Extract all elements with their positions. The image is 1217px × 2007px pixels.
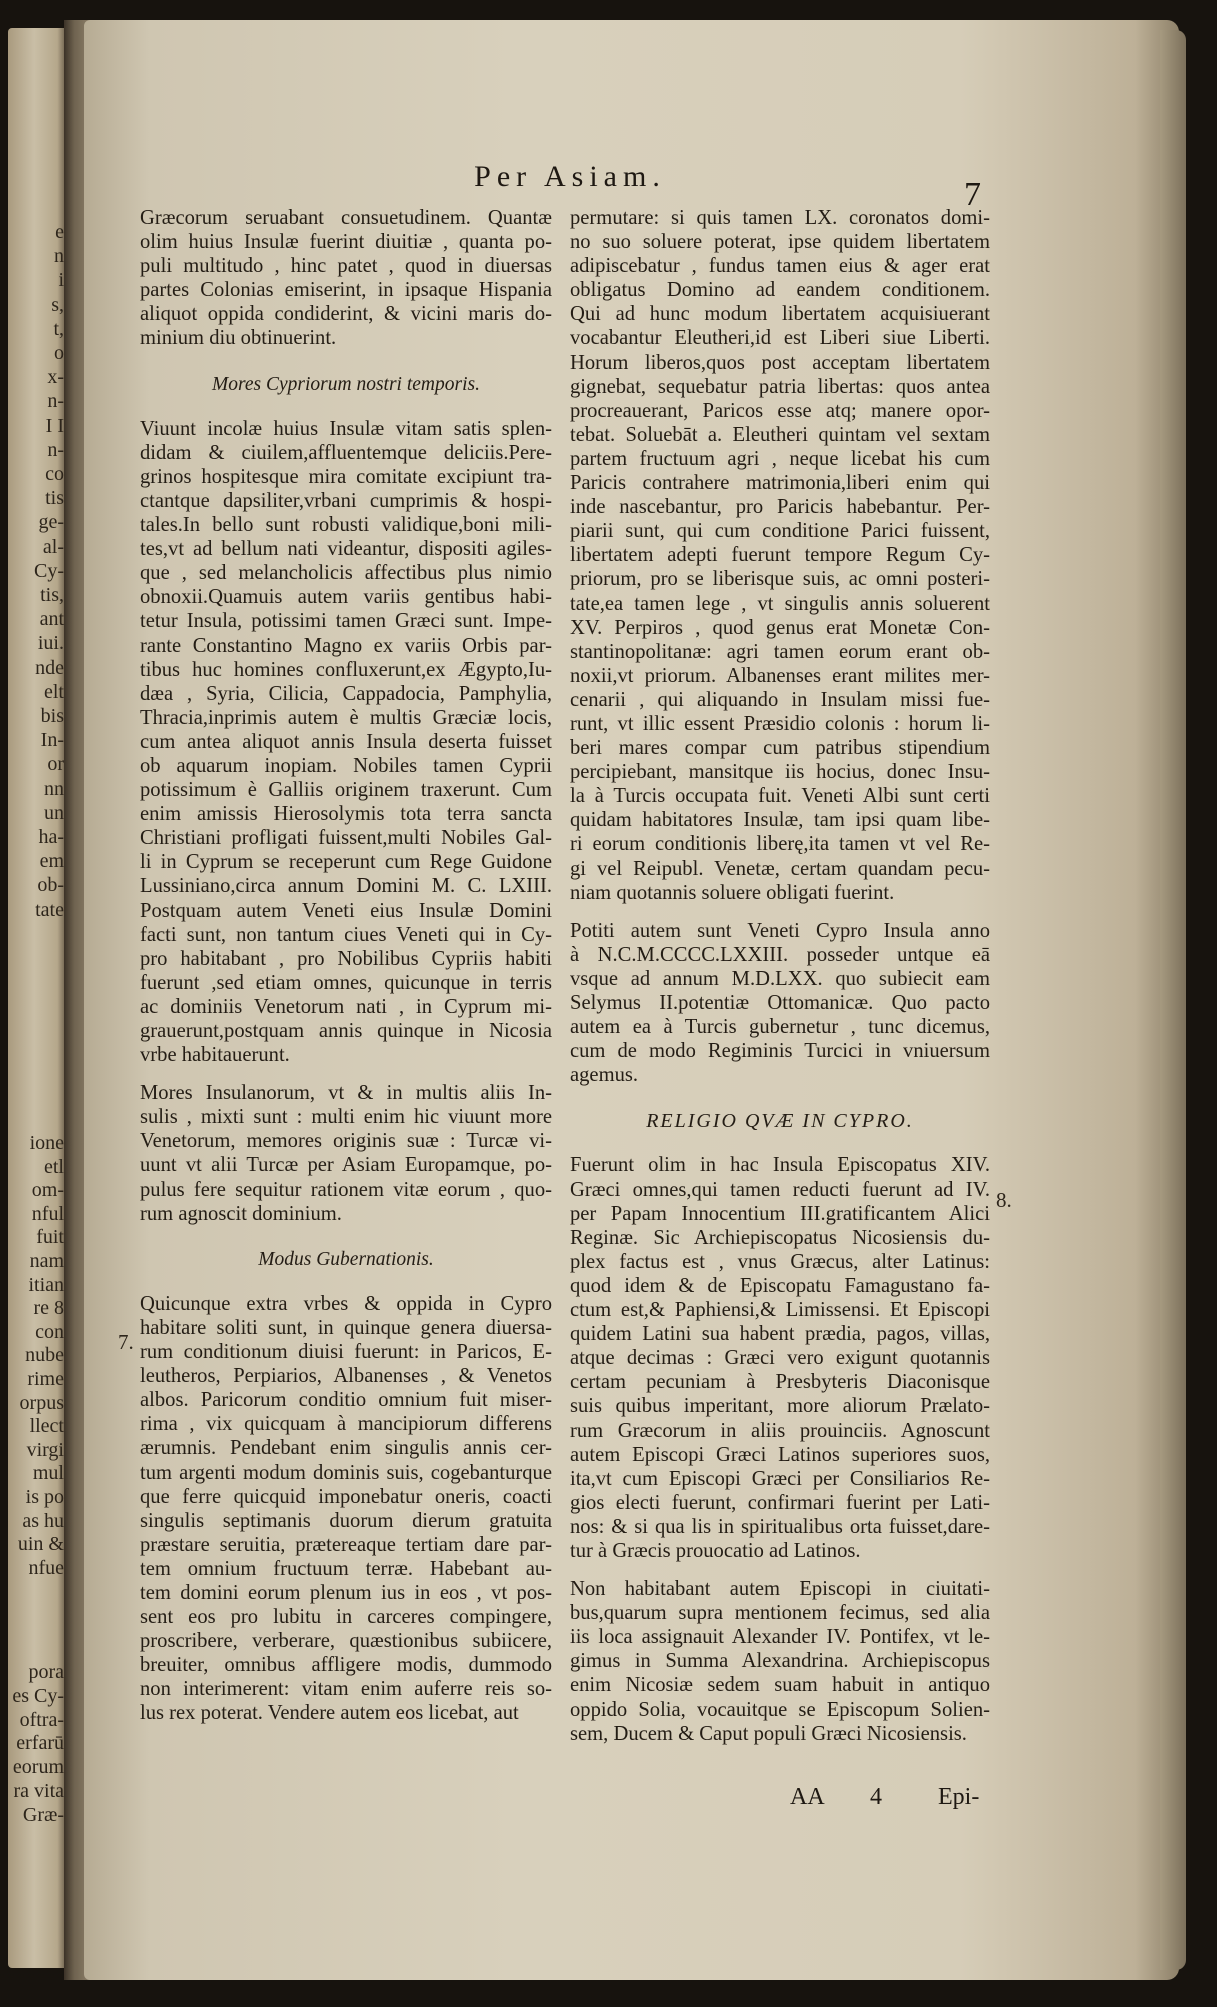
text-line: pro habitabant , pro Nobilibus Cypriis habiti [140, 947, 552, 970]
facing-page-fragment: mul [32, 1462, 64, 1485]
text-line: no suo soluere poterat, ipse quidem libertatem [570, 231, 990, 254]
text-line: plex factus est , vnus Græcus, alter Latinus: [570, 1250, 990, 1273]
text-line: ita,vt cum Episcopi Græci per Consiliarios Re- [570, 1467, 990, 1490]
paragraph [570, 1577, 990, 1746]
text-line: Qui ad hunc modum libertatem acquisiuerant [570, 303, 990, 326]
text-line: autem ea à Turcis gubernetur , tunc dicemus, [570, 1016, 990, 1039]
text-line: leutheros, Perpiarios, Albanenses , & Venetos [140, 1365, 552, 1388]
text-line: piarii sunt, qui cum conditione Parici fuissent, [570, 520, 990, 543]
text-line: singulis septimanis duorum dierum gratuita [140, 1509, 552, 1532]
margin-note: 8. [996, 1188, 1012, 1212]
text-line: la à Turcis occupata fuit. Veneti Albi sunt certi [570, 785, 990, 808]
facing-page-fragment: ob- [37, 874, 64, 897]
text-line: tate,ea tamen lege , vt singulis annis soluerent [570, 592, 990, 615]
text-line: ctum est,& Paphiensi,& Limissensi. Et Episcopi [570, 1299, 990, 1322]
text-line: gignebat, sequebatur patria libertas: quos antea [570, 375, 990, 398]
facing-page-fragment: es Cy- [12, 1684, 64, 1707]
facing-page-fragment: s, [51, 293, 64, 316]
facing-page-fragment: nde [35, 656, 64, 679]
text-line: tebat. Soluebāt a. Eleutheri quintam vel sextam [570, 423, 990, 446]
facing-page-fragment: bis [40, 705, 64, 727]
text-line: didam & ciuilem,affluentemque deliciis.Pere- [140, 441, 552, 464]
text-line: cum de modo Regiminis Turcici in vniuersum [570, 1040, 990, 1063]
facing-page-fragment: nam [29, 1250, 64, 1272]
text-line: sulis , mixti sunt : multi enim hic viuunt more [140, 1106, 552, 1129]
text-line: cum antea aliquot annis Insula deserta fuisset [140, 730, 552, 753]
facing-page-fragment: re 8 [33, 1297, 64, 1320]
facing-page-fragment: n- [47, 438, 64, 461]
text-line: non interimerent: vitam enim auferre reis so- [140, 1678, 552, 1701]
facing-page-fragment: I I [45, 414, 64, 437]
text-line: Thracia,inprimis autem è multis Græciæ locis, [140, 706, 552, 729]
text-line: sem, Ducem & Caput populi Græci Nicosiensis. [570, 1722, 967, 1745]
facing-page-fragment: oftra- [19, 1708, 64, 1731]
text-line: vsque ad annum M.D.LXX. quo subiecit eam [570, 967, 990, 990]
text-line: rante Constantino Magno ex variis Orbis par- [140, 634, 552, 657]
facing-page-fragment: iui. [37, 632, 64, 655]
text-line: potissimum è Galliis originem traxerunt. Cum [140, 779, 552, 802]
page-edge [1160, 30, 1186, 1970]
signature-number: 4 [870, 1784, 882, 1810]
text-line: oppido Solia, vocauitque se Episcopum Solien- [570, 1698, 990, 1721]
text-line: Potiti autem sunt Veneti Cypro Insula anno [570, 919, 990, 942]
facing-page-fragment: uin & [17, 1533, 64, 1556]
text-line: certam pecuniam à Presbyteris Diaconisque [570, 1371, 990, 1394]
text-line: rima , vix quicquam à mancipiorum differens [140, 1413, 552, 1436]
facing-page-fragment: t, [53, 317, 64, 340]
text-line: Viuunt incolæ huius Insulæ vitam satis splen- [140, 417, 552, 440]
text-line: permutare: si quis tamen LX. coronatos domi- [570, 207, 990, 229]
text-line: suis quibus imperitant, more aliorum Prælato- [570, 1395, 990, 1418]
facing-page-fragment: erfarū [16, 1732, 64, 1755]
text-line: que ferre quicquid imponebatur oneris, coacti [140, 1485, 552, 1508]
text-line: nos: & si qua lis in spiritualibus orta fuisset,dare- [570, 1515, 990, 1538]
text-line: minium diu obtinuerint. [140, 327, 337, 350]
section-heading: RELIGIO QVÆ IN CYPRO. [646, 1110, 914, 1133]
facing-page-fragment: nfue [28, 1556, 64, 1579]
text-line: percipiebant, mansitque iis hocius, donec Insu- [570, 761, 990, 784]
facing-page-fragment: nube [25, 1344, 64, 1367]
text-line: ac dominiis Venetorum nati , in Cyprum mi- [140, 995, 552, 1018]
text-line: Mores Insulanorum, vt & in multis aliis In- [140, 1082, 552, 1105]
facing-page-fragment: ha- [38, 826, 64, 848]
text-line: dæa , Syria, Cilicia, Cappadocia, Pamphylia, [140, 682, 552, 705]
text-line: rum Græcorum in aliis prouinciis. Agnoscunt [570, 1419, 990, 1442]
facing-page-fragment: eorum [12, 1756, 64, 1779]
text-line: cenarii , qui aliquando in Insulam missi fue- [570, 688, 990, 711]
facing-page-fragment: n [54, 245, 64, 268]
facing-page-fragment: virgi [26, 1438, 64, 1461]
text-line: runt, vt illic essent Præsidio colonis : horum li- [570, 712, 990, 735]
margin-note: 7. [118, 1330, 134, 1354]
running-head: Per Asiam. [474, 160, 666, 193]
text-line: proscribere, verberare, quæstionibus subiicere, [140, 1630, 552, 1653]
section-heading: Modus Gubernationis. [258, 1248, 434, 1270]
paragraph [570, 919, 990, 1088]
text-line: rum agnoscit dominium. [140, 1202, 342, 1225]
facing-page-fragment: e [55, 221, 64, 243]
text-line: atque decimas : Græci vero exigunt quotannis [570, 1347, 990, 1370]
text-line: Horum liberos,quos post acceptam libertatem [570, 351, 990, 374]
right-column [570, 206, 990, 1746]
text-line: Christiani profligati fuissent,multi Nobiles Gal- [140, 827, 552, 850]
text-line: à N.C.M.CCCC.LXXIII. posseder untque eā [570, 943, 990, 966]
text-line: li in Cyprum se receperunt cum Rege Guidone [140, 851, 552, 874]
facing-page-fragment: llect [29, 1415, 64, 1438]
paragraph [140, 206, 552, 351]
text-line: inde nascebantur, pro Paricis habebantur. Per- [570, 496, 990, 519]
text-line: gios electi fuerunt, confirmari fuerint per Lati- [570, 1491, 990, 1514]
facing-page-fragment: n- [47, 390, 64, 413]
facing-page-fragment: elt [44, 680, 64, 703]
facing-page-fragment: is po [25, 1486, 64, 1508]
text-line: obnoxii.Quamuis autem variis gentibus habi- [140, 586, 552, 609]
catchword: Epi- [938, 1784, 980, 1810]
text-line: Selymus II.potentiæ Ottomanicæ. Quo pacto [570, 992, 990, 1014]
text-line: Fuerunt olim in hac Insula Episcopatus XIV. [570, 1154, 990, 1177]
text-line: autem Episcopi Græci Latinos superiores suos, [570, 1443, 990, 1466]
text-line: procreauerant, Paricos esse atq; manere opor- [570, 399, 990, 422]
text-line: Quicunque extra vrbes & oppida in Cypro [140, 1292, 552, 1315]
text-line: tur à Græcis prouocatio ad Latinos. [570, 1539, 861, 1562]
facing-page-fragment: fuit [36, 1226, 64, 1249]
facing-page-fragment: nful [31, 1202, 64, 1225]
facing-page-fragment: ge- [38, 511, 64, 534]
text-line: olim huius Insulæ fuerint diuitiæ , quanta po- [140, 231, 552, 254]
text-line: niam quotannis soluere obligati fuerint. [570, 881, 895, 904]
facing-page-fragment: or [47, 753, 64, 776]
text-line: tales.In bello sunt robusti validique,boni mili- [140, 514, 552, 537]
text-line: adipiscebatur , fundus tamen eius & ager erat [570, 255, 990, 278]
facing-page-fragment: em [39, 850, 64, 873]
text-line: Græcorum seruabant consuetudinem. Quantæ [140, 207, 552, 229]
text-line: obligatus Domino ad eandem conditionem. [570, 279, 990, 302]
facing-page-fragment: nn [44, 777, 64, 800]
text-line: ctantque dapsiliter,vrbani cumprimis & hospi- [140, 489, 552, 512]
text-line: Græci omnes,qui tamen reducti fuerunt ad IV. [570, 1178, 990, 1201]
text-line: præstare seruitia, prætereaque tertiam dare par- [140, 1533, 552, 1556]
text-line: sent eos pro lubitu in carceres compingere, [140, 1606, 552, 1629]
text-line: enim Nicosiæ sedem suam habuit in antiquo [570, 1674, 990, 1697]
text-line: Venetorum, memores originis suæ : Turcæ vi- [140, 1130, 552, 1153]
text-line: noxii,vt priorum. Albanenses erant milites mer- [570, 664, 990, 687]
text-line: ob aquarum inopiam. Nobiles tamen Cyprii [140, 754, 552, 777]
text-line: quod idem & de Episcopatu Famagustano fa- [570, 1274, 990, 1297]
paragraph [140, 1292, 552, 1726]
text-line: Postquam autem Veneti eius Insulæ Domini [140, 899, 552, 922]
facing-page-fragment: In- [40, 729, 64, 752]
facing-page-fragment: un [44, 801, 64, 824]
text-line: partes Colonias emiserint, in ipsaque Hispania [140, 279, 552, 302]
text-line: lus rex poterat. Vendere autem eos licebat, aut [140, 1702, 519, 1725]
text-line: quidam habitatores Insulæ, tam ipsi quam libe- [570, 809, 990, 832]
text-line: priorum, pro se liberisque suis, ac omni posteri- [570, 568, 990, 591]
text-line: facti sunt, non tantum ciues Veneti qui in Cy- [140, 923, 552, 946]
text-line: albos. Paricorum conditio omnium fuit miser- [140, 1389, 552, 1412]
text-line: que , sed melancholicis affectibus plus nimio [140, 562, 552, 585]
facing-page-fragment: as hu [22, 1509, 64, 1532]
facing-page-fragment: al- [42, 535, 64, 558]
paragraph [570, 1153, 990, 1563]
text-line: tem domini eorum plenum ius in eos , vt pos- [140, 1581, 552, 1604]
paragraph [140, 1081, 552, 1226]
facing-page-fragment: ant [39, 608, 64, 631]
facing-page-fragment: pora [28, 1661, 64, 1683]
text-line: ærumnis. Pendebant enim singulis annis cer- [140, 1437, 552, 1460]
text-line: uunt vt alii Turcæ per Asiam Europamque, po- [140, 1154, 552, 1177]
facing-page [8, 28, 66, 1968]
facing-page-fragment: om- [31, 1179, 64, 1202]
text-line: XV. Perpiros , quod genus erat Monetæ Con- [570, 616, 990, 639]
text-line: vocabantur Eleutheri,id est Liberi siue Liberti. [570, 327, 990, 350]
text-line: Lussiniano,circa annum Domini M. C. LXIII. [140, 875, 552, 898]
left-column [140, 206, 552, 1726]
text-line: habitare soliti sunt, in quinque genera diuersa- [140, 1316, 552, 1339]
text-line: tetur Insula, potissimi tamen Græci sunt. Impe- [140, 610, 552, 633]
section-heading: Mores Cypriorum nostri temporis. [212, 373, 480, 395]
facing-page-fragment: etl [44, 1155, 64, 1178]
text-line: puli multitudo , hinc patet , quod in diuersas [140, 255, 552, 278]
facing-page-fragment: con [35, 1320, 64, 1343]
text-line: beri mares compar cum patribus stipendium [570, 737, 990, 760]
text-line: breuiter, omnibus affligere modis, dummodo [140, 1654, 552, 1677]
page-number: 7 [964, 176, 981, 213]
text-line: libertatem adepti fuerunt tempore Regum Cy- [570, 544, 990, 567]
text-line: aliquot oppida condiderint, & vicini maris do- [140, 303, 552, 326]
text-line: Non habitabant autem Episcopi in ciuitati- [570, 1578, 990, 1601]
signature-mark: AA [790, 1784, 825, 1810]
text-line: Reginæ. Sic Archiepiscopatus Nicosiensis du- [570, 1226, 990, 1249]
text-line: per Papam Innocentium III.gratificantem Alici [570, 1202, 990, 1225]
text-line: bus,quarum supra mentionem fecimus, sed alia [570, 1602, 990, 1625]
facing-page-fragment: tis, [40, 584, 64, 606]
text-line: stantinopolitanæ: agri tamen eorum erant ob- [570, 640, 990, 663]
text-line: grauerunt,postquam annis quinque in Nicosia [140, 1020, 552, 1042]
paragraph [570, 206, 990, 905]
facing-page-fragment: x- [47, 366, 64, 389]
facing-page-fragment: tis [45, 487, 64, 510]
text-line: ri eorum conditionis liberę,ita tamen vt vel Re- [570, 833, 990, 856]
facing-page-fragment: tate [35, 898, 64, 921]
text-line: enim amissis Hierosolymis tota terra sancta [140, 803, 552, 826]
text-line: iis loca assignauit Alexander IV. Pontifex, vt le- [570, 1626, 990, 1649]
facing-page-fragment: itian [28, 1273, 64, 1296]
facing-page-fragment: ra vita [13, 1780, 64, 1802]
facing-page-fragment: co [45, 463, 64, 485]
text-line: grinos hospitesque mira comitate excipiunt tra- [140, 465, 552, 488]
text-line: tem omnium fructuum terræ. Habebant au- [140, 1557, 552, 1580]
text-line: Paricis contrahere matrimonia,liberi enim qui [570, 472, 990, 495]
text-line: rum conditionum diuisi fuerunt: in Paricos, E- [140, 1341, 552, 1364]
facing-page-fragment: Græ- [22, 1803, 64, 1826]
facing-page-fragment: i [58, 269, 64, 292]
text-line: gi vel Reipubl. Venetæ, certam quandam pecu- [570, 857, 990, 880]
text-line: vrbe habitauerunt. [140, 1044, 290, 1067]
facing-page-fragment: rime [27, 1368, 64, 1390]
text-line: tes,vt ad bellum nati videantur, dispositi agiles- [140, 538, 552, 561]
text-line: tum argenti modum dominis suis, cogebanturque [140, 1461, 552, 1484]
paragraph [140, 417, 552, 1068]
text-line: pulus fere sequitur rationem vitæ eorum , quo- [140, 1178, 552, 1201]
facing-page-fragment: ione [29, 1132, 64, 1154]
text-line: partem fructuum agri , neque licebat his cum [570, 447, 990, 470]
facing-page-fragment: orpus [19, 1391, 64, 1414]
text-line: quidem Latini sua habent prædia, pagos, villas, [570, 1323, 990, 1346]
facing-page-fragment: o [54, 342, 64, 364]
text-line: agemus. [570, 1064, 639, 1087]
text-line: tibus huc homines confluxerunt,ex Ægypto,Iu- [140, 658, 552, 681]
facing-page-fragment: Cy- [34, 559, 64, 582]
text-line: gimus in Summa Alexandrina. Archiepiscopus [570, 1650, 990, 1673]
text-line: fuerunt ,sed etiam omnes, quicunque in terris [140, 971, 552, 994]
